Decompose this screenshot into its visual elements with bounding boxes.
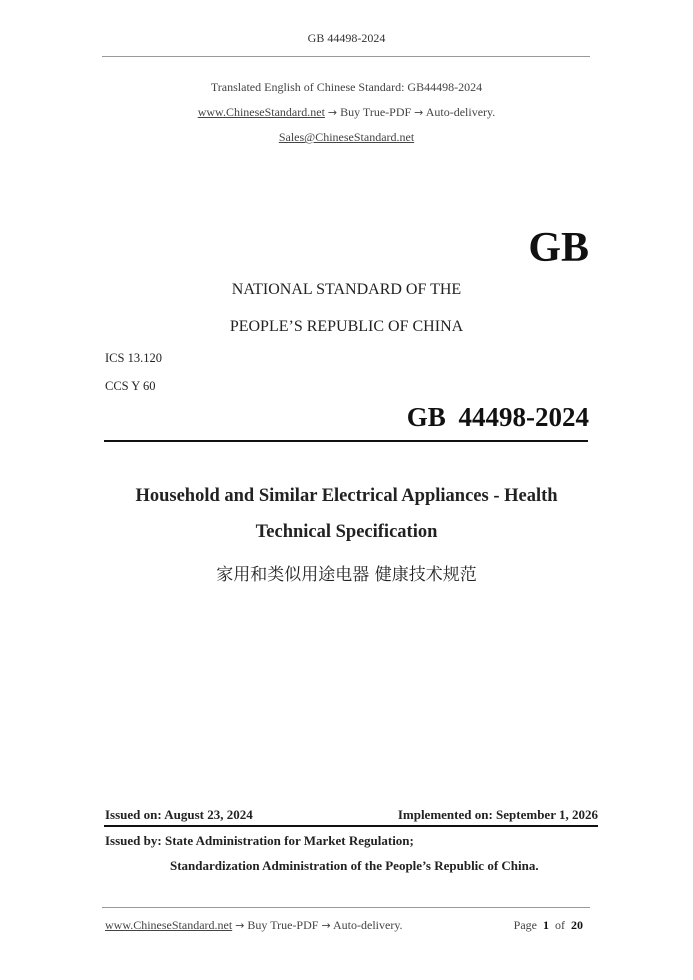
footer-delivery-text: Auto-delivery. — [333, 918, 403, 932]
buy-text: Buy True-PDF — [340, 105, 412, 119]
ics-code: ICS 13.120 — [105, 351, 162, 365]
delivery-text: Auto-delivery. — [425, 105, 496, 119]
document-title-line1: Household and Similar Electrical Appliances - Health — [135, 486, 558, 506]
ccs-code: CCS Y 60 — [105, 379, 156, 393]
issued-by-line2: Standardization Administration of the People’s Republic of China. — [170, 858, 539, 873]
standard-number-rule — [104, 440, 588, 442]
page-number: 1 — [543, 918, 549, 932]
gb-mark: GB — [528, 225, 589, 271]
standard-number: GB 44498-2024 — [406, 402, 589, 432]
national-standard-line1: NATIONAL STANDARD OF THE — [231, 281, 462, 298]
arrow-right-icon: → — [327, 106, 338, 119]
national-standard-line2: PEOPLE’S REPUBLIC OF CHINA — [229, 318, 464, 335]
issued-on: Issued on: August 23, 2024 — [105, 807, 253, 822]
footer-site-link[interactable]: www.ChineseStandard.net — [105, 918, 233, 932]
email-line — [0, 130, 693, 145]
promo-line — [0, 105, 693, 120]
header-divider — [102, 56, 590, 57]
document-title-line2: Technical Specification — [255, 522, 438, 542]
page-indicator — [514, 918, 583, 933]
implemented-on: Implemented on: September 1, 2026 — [397, 807, 598, 822]
email-link[interactable]: Sales@ChineseStandard.net — [278, 130, 415, 144]
arrow-right-icon: → — [321, 919, 331, 932]
of-label: of — [555, 918, 565, 932]
issue-date-rule — [104, 825, 598, 827]
document-title-chinese: 家用和类似用途电器 健康技术规范 — [216, 565, 477, 585]
header-title: GB 44498-2024 — [307, 31, 386, 45]
translation-notice: Translated English of Chinese Standard: GB44498-2024 — [210, 80, 483, 94]
issued-by-line1: Issued by: State Administration for Market Regulation; — [105, 833, 414, 848]
footer-promo — [105, 918, 403, 933]
page-label: Page — [513, 918, 537, 932]
site-link[interactable]: www.ChineseStandard.net — [197, 105, 325, 119]
footer-divider — [102, 907, 590, 908]
page-total: 20 — [571, 918, 583, 932]
arrow-right-icon: → — [235, 919, 245, 932]
footer-buy-text: Buy True-PDF — [247, 918, 319, 932]
arrow-right-icon: → — [414, 106, 424, 119]
